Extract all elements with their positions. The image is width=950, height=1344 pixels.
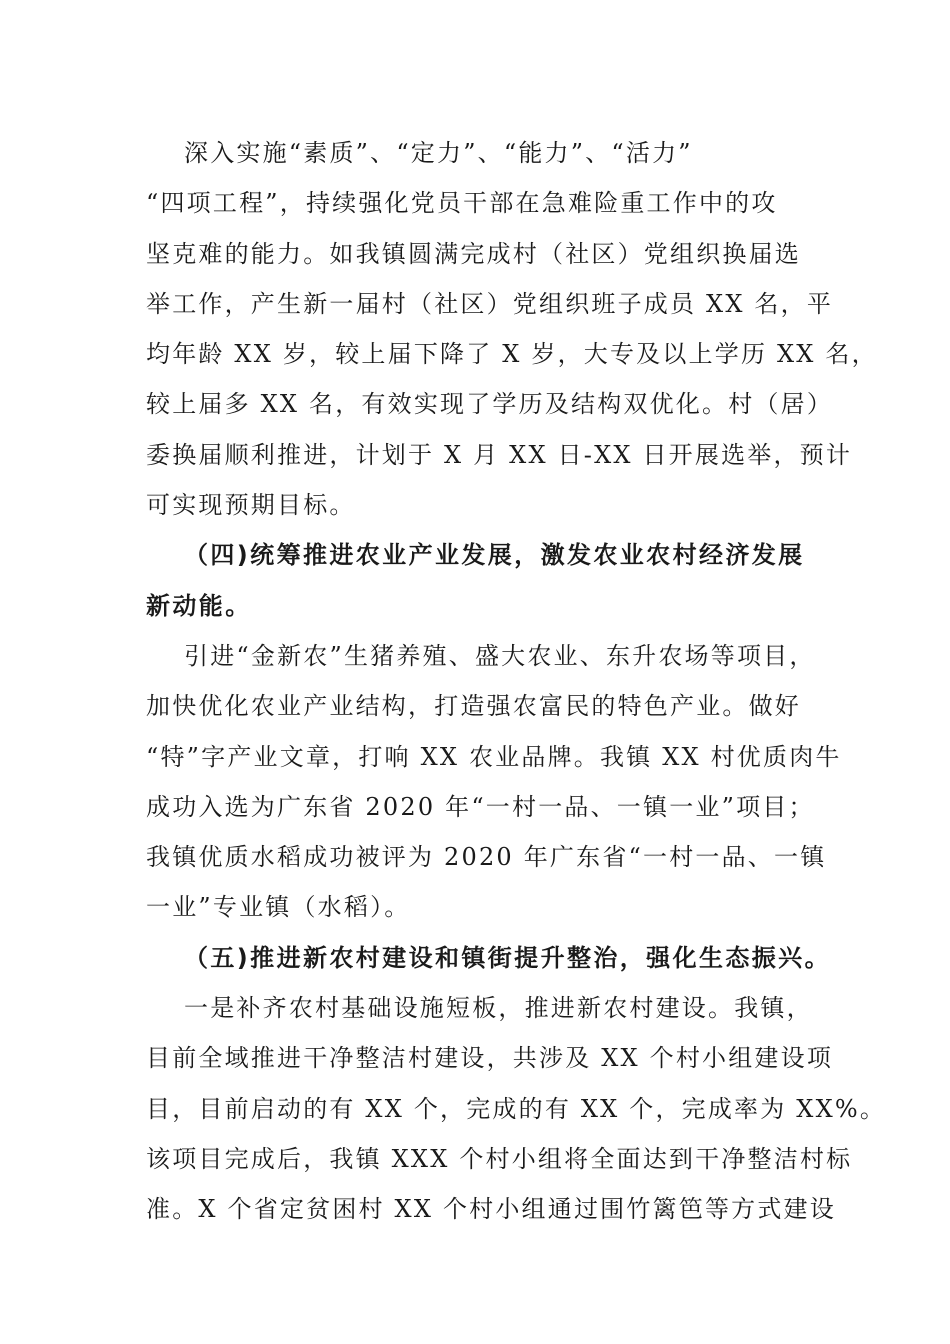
section-heading-line: （四)统筹推进农业产业发展，激发农业农村经济发展 (184, 541, 805, 570)
text-line: 我镇优质水稻成功被评为 2020 年广东省“一村一品、一镇 (146, 843, 827, 872)
paragraph-section-four (146, 631, 842, 933)
text-line: 成功入选为广东省 2020 年“一村一品、一镇一业”项目； (146, 792, 815, 821)
heading-section-five (146, 933, 831, 983)
heading-section-four (146, 530, 810, 631)
text-line: 该项目完成后，我镇 XXX 个村小组将全面达到干净整洁村标 (146, 1144, 853, 1173)
paragraph-section-three (146, 128, 878, 530)
text-line: 均年龄 XX 岁，较上届下降了 X 岁，大专及以上学历 XX 名， (146, 340, 878, 369)
document-body (146, 128, 887, 1235)
text-line: 较上届多 XX 名，有效实现了学历及结构双优化。村（居） (146, 390, 834, 419)
text-line: 引进“金新农”生猪养殖、盛大农业、东升农场等项目， (184, 641, 816, 670)
text-line: “四项工程”，持续强化党员干部在急难险重工作中的攻 (146, 189, 778, 218)
text-line: 目前全域推进干净整洁村建设，共涉及 XX 个村小组建设项 (146, 1044, 834, 1073)
paragraph-section-five (146, 983, 887, 1234)
text-line: 可实现预期目标。 (146, 491, 356, 520)
text-line: 委换届顺利推进，计划于 X 月 XX 日-XX 日开展选举，预计 (146, 440, 853, 469)
text-line: 深入实施“素质”、“定力”、“能力”、“活力” (184, 139, 693, 167)
text-line: “特”字产业文章，打响 XX 农业品牌。我镇 XX 村优质肉牛 (146, 742, 842, 771)
text-line: 一是补齐农村基础设施短板，推进新农村建设。我镇， (184, 994, 813, 1023)
section-heading-line: 新动能。 (146, 591, 252, 620)
text-line: 一业”专业镇（水稻）。 (146, 893, 411, 922)
text-line: 加快优化农业产业结构，打造强农富民的特色产业。做好 (146, 692, 801, 721)
text-line: 举工作，产生新一届村（社区）党组织班子成员 XX 名，平 (146, 289, 834, 318)
text-line: 坚克难的能力。如我镇圆满完成村（社区）党组织换届选 (146, 239, 801, 268)
section-heading-line: （五)推进新农村建设和镇街提升整治，强化生态振兴。 (184, 943, 831, 972)
text-line: 准。X 个省定贫困村 XX 个村小组通过围竹篱笆等方式建设 (146, 1195, 836, 1224)
text-line: 目，目前启动的有 XX 个，完成的有 XX 个，完成率为 XX%。 (146, 1094, 887, 1123)
